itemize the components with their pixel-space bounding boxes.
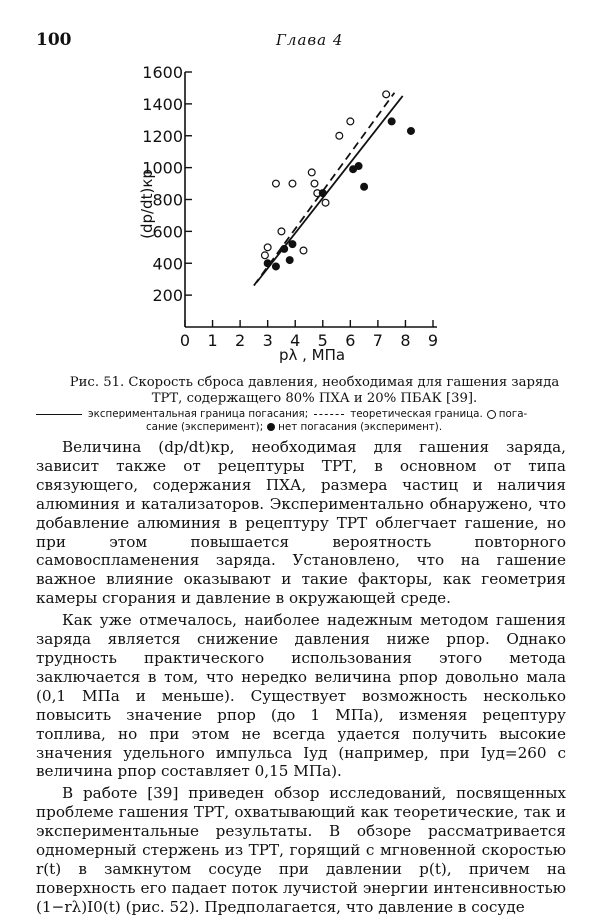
legend-row-1: [36, 408, 568, 421]
open-circle-point: [262, 252, 269, 259]
x-tick-label: 7: [372, 331, 383, 350]
y-tick-label: 1600: [142, 63, 183, 82]
legend-row-2: [36, 421, 568, 434]
y-tick-label: 600: [152, 222, 183, 242]
open-circle-point: [311, 180, 318, 187]
x-axis-label: pλ , МПа: [278, 346, 346, 364]
experimental-boundary-line: [257, 96, 403, 282]
x-tick-label: 0: [179, 331, 191, 350]
filled-circle-point: [355, 163, 362, 170]
filled-circle-point: [361, 183, 368, 190]
legend-open-prefix: пога-: [498, 408, 528, 420]
open-circle-point: [278, 228, 285, 235]
x-tick-label: 3: [262, 331, 273, 350]
open-circle-icon: [487, 410, 496, 419]
filled-circle-point: [408, 128, 415, 135]
x-tick-label: 8: [400, 331, 411, 350]
y-axis-label: (dp/dt)кр: [138, 169, 156, 239]
open-circle-point: [336, 132, 343, 139]
paragraph-2: Как уже отмечалось, наиболее надежным методом гашения заряда является снижение давления ниже pпор. Однако трудность практического использования этого метода заключается в том, что нередко величина pпор довольно мала (0,1 МПа и меньше). Существует возможность несколько повысить значение pпор (до 1 МПа), изменяя рецептуру топлива, но при этом не всегда удается получить высокие значения удельного импульса Iуд (например, при Iуд=260 с величина pпор составляет 0,15 МПа).: [36, 611, 566, 781]
y-tick-label: 800: [152, 190, 183, 210]
filled-circle-point: [281, 246, 288, 253]
paragraph-1: Величина (dp/dt)кр, необходимая для гашения заряда, зависит также от рецептуры ТРТ, в основном от типа связующего, содержания ПХА, размера частиц и наличия алюминия и катализаторов. Экспериментально обнаружено, что добавление алюминия в рецептуру ТРТ облегчает гашение, но при этом повышается вероятность повторного самовоспламенения заряда. Установлено, что на гашение важное влияние оказывают и такие факторы, как геометрия камеры сгорания и давление в окружающей среде.: [36, 438, 566, 608]
filled-circle-point: [289, 241, 296, 248]
y-tick-label: 1200: [142, 126, 183, 146]
open-circle-point: [289, 180, 296, 187]
filled-circle-point: [286, 257, 293, 264]
x-tick-label: 2: [235, 331, 246, 350]
open-circle-point: [322, 199, 329, 206]
legend-dashed-label: теоретическая граница.: [350, 408, 483, 420]
running-head: Глава 4: [276, 31, 344, 49]
figure-legend: [36, 408, 568, 434]
scatter-chart: [0, 56, 600, 374]
paragraph-3: В работе [39] приведен обзор исследований, посвященных проблеме гашения ТРТ, охватывающий как теоретические, так и экспериментальные результаты. В обзоре рассматривается одномерный стержень из ТРТ, горящий с мгновенной скоростью r(t) в замкнутом сосуде при давлении p(t), причем на поверхность его падает поток лучистой энергии интенсивностью (1−rλ)I0(t) (рис. 52). Предполагается, что давление в сосуде: [36, 784, 566, 916]
x-tick-label: 1: [207, 331, 218, 350]
y-tick-label: 1000: [142, 158, 183, 178]
figure-caption: Рис. 51. Скорость сброса давления, необходимая для гашения заряда ТРТ, содержащего 80% ПХА и 20% ПБАК [39].: [69, 375, 560, 406]
filled-circle-point: [319, 190, 326, 197]
page-header: [0, 30, 600, 52]
y-tick-label: 200: [152, 286, 183, 306]
filled-circle-icon: [267, 423, 275, 431]
chart-axes: [185, 72, 437, 327]
open-circle-point: [347, 118, 354, 125]
page-number: 100: [36, 30, 72, 50]
y-tick-label: 400: [152, 254, 183, 274]
x-tick-label: 6: [345, 331, 356, 350]
filled-circle-point: [273, 263, 280, 270]
legend-filled-label: нет погасания (эксперимент).: [278, 421, 443, 433]
solid-line-swatch: [36, 414, 82, 415]
legend-solid-label: экспериментальная граница погасания;: [88, 408, 309, 420]
open-circle-point: [383, 91, 390, 98]
x-tick-label: 5: [317, 331, 328, 350]
dashed-line-swatch: [314, 414, 344, 415]
theoretical-boundary-line: [254, 93, 395, 286]
filled-circle-point: [388, 118, 395, 125]
x-tick-label: 4: [290, 331, 301, 350]
open-circle-point: [308, 169, 315, 176]
open-circle-point: [273, 180, 280, 187]
body-text: [36, 438, 566, 917]
legend-open-suffix: сание (эксперимент);: [146, 421, 264, 433]
y-tick-label: 1400: [142, 94, 183, 114]
x-tick-label: 9: [427, 331, 439, 350]
open-circle-point: [300, 247, 307, 254]
boundary-lines: [254, 93, 403, 286]
open-circle-point: [264, 244, 271, 251]
filled-circle-point: [264, 260, 271, 267]
